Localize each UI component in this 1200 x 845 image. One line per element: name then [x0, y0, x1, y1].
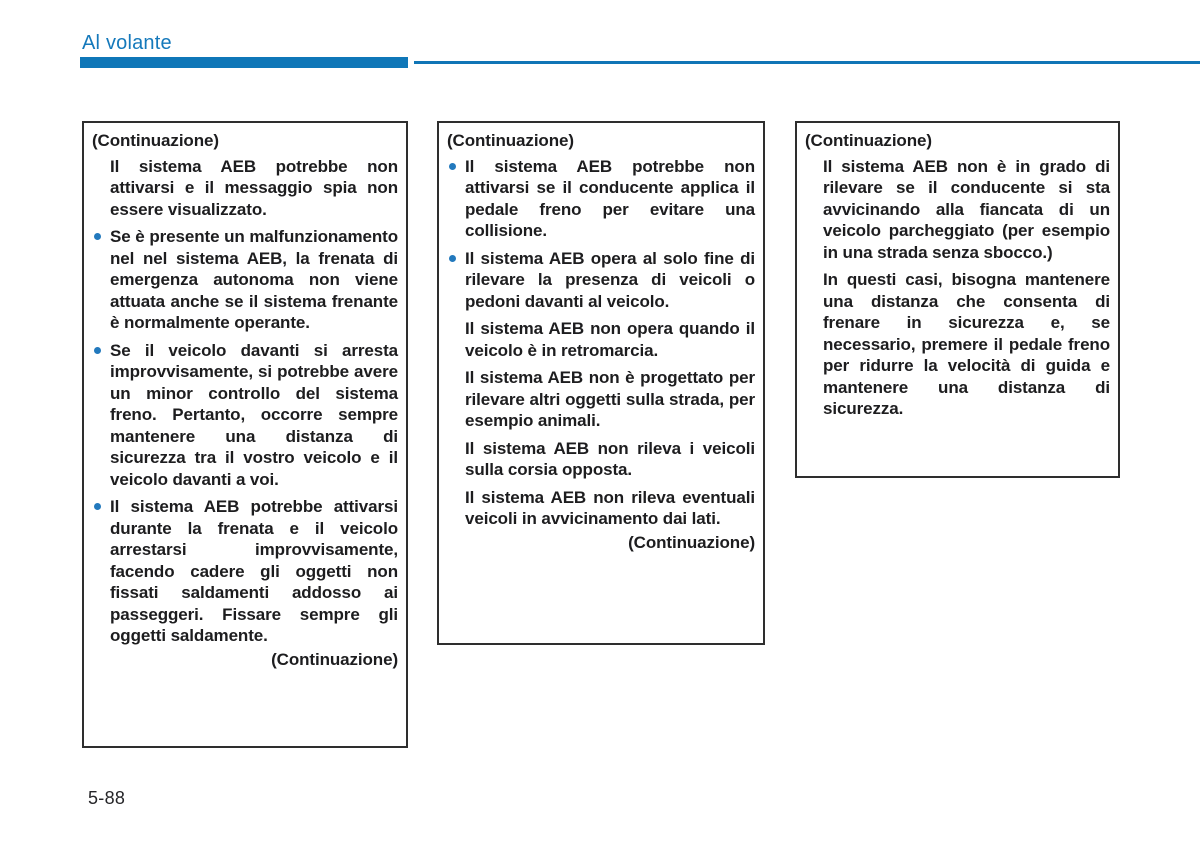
- paragraph: [805, 269, 1110, 420]
- bullet-list-item: [447, 248, 755, 313]
- item-text: Il sistema AEB non rileva i veicoli sulla corsia opposta.: [465, 438, 755, 479]
- paragraph: [447, 318, 755, 361]
- page-title: Al volante: [82, 32, 172, 54]
- item-text: Se è presente un malfunzionamento nel nel sistema AEB, la frenata di emergenza autonoma non viene attuata anche se il sistema frenante è normalmente operante.: [110, 227, 398, 332]
- item-text: Il sistema AEB potrebbe non attivarsi se il conducente applica il pedale freno per evitare una collisione.: [465, 156, 755, 240]
- continuation-box-3: [795, 121, 1120, 478]
- item-text: Se il veicolo davanti si arresta improvvisamente, si potrebbe avere un minor controllo del sistema freno. Pertanto, occorre sempre mantenere una distanza di sicurezza tra il vostro veicolo e il veicolo davanti a voi.: [110, 340, 398, 489]
- item-text: Il sistema AEB non è progettato per rilevare altri oggetti sulla strada, per esempio animali.: [465, 368, 755, 430]
- page-number: 5-88: [88, 788, 126, 808]
- box-body: [805, 156, 1110, 420]
- header-accent-bar: [80, 57, 408, 68]
- box-header: (Continuazione): [447, 131, 574, 150]
- item-text: Il sistema AEB potrebbe attivarsi durante la frenata e il veicolo arrestarsi improvvisamente, facendo cadere gli oggetti non fissati saldamenti addosso ai passeggeri. Fissare sempre gli oggetti saldamente.: [110, 497, 398, 645]
- paragraph: [92, 156, 398, 221]
- bullet-list-item: [92, 496, 398, 647]
- box-body: [92, 156, 398, 647]
- item-text: Il sistema AEB non è in grado di rilevare se il conducente si sta avvicinando alla fiancata di un veicolo parcheggiato (per esempio in una strada senza sbocco.): [823, 156, 1110, 262]
- box-footer: (Continuazione): [628, 532, 755, 552]
- continuation-box-2: [437, 121, 765, 645]
- paragraph: [805, 156, 1110, 264]
- box-footer: (Continuazione): [271, 649, 398, 669]
- bullet-icon: [94, 503, 101, 510]
- header-rule: [414, 61, 1200, 64]
- item-text: Il sistema AEB opera al solo fine di rilevare la presenza di veicoli o pedoni davanti al veicolo.: [465, 248, 755, 311]
- box-body: [447, 156, 755, 530]
- item-text: Il sistema AEB potrebbe non attivarsi e il messaggio spia non essere visualizzato.: [110, 156, 398, 219]
- item-text: Il sistema AEB non rileva eventuali veicoli in avvicinamento dai lati.: [465, 487, 755, 528]
- paragraph: [447, 487, 755, 530]
- box-header: (Continuazione): [92, 131, 219, 150]
- bullet-list-item: [92, 340, 398, 491]
- bullet-list-item: [92, 226, 398, 334]
- bullet-icon: [449, 163, 456, 170]
- bullet-icon: [449, 255, 456, 262]
- item-text: In questi casi, bisogna mantenere una distanza che consenta di frenare in sicurezza e, se necessario, premere il pedale freno per ridurre la velocità di guida e mantenere una distanza di sicurezza.: [823, 270, 1110, 418]
- paragraph: [447, 367, 755, 432]
- bullet-icon: [94, 233, 101, 240]
- paragraph: [447, 438, 755, 481]
- bullet-icon: [94, 347, 101, 354]
- continuation-box-1: [82, 121, 408, 748]
- item-text: Il sistema AEB non opera quando il veicolo è in retromarcia.: [465, 319, 755, 360]
- bullet-list-item: [447, 156, 755, 242]
- box-header: (Continuazione): [805, 131, 932, 150]
